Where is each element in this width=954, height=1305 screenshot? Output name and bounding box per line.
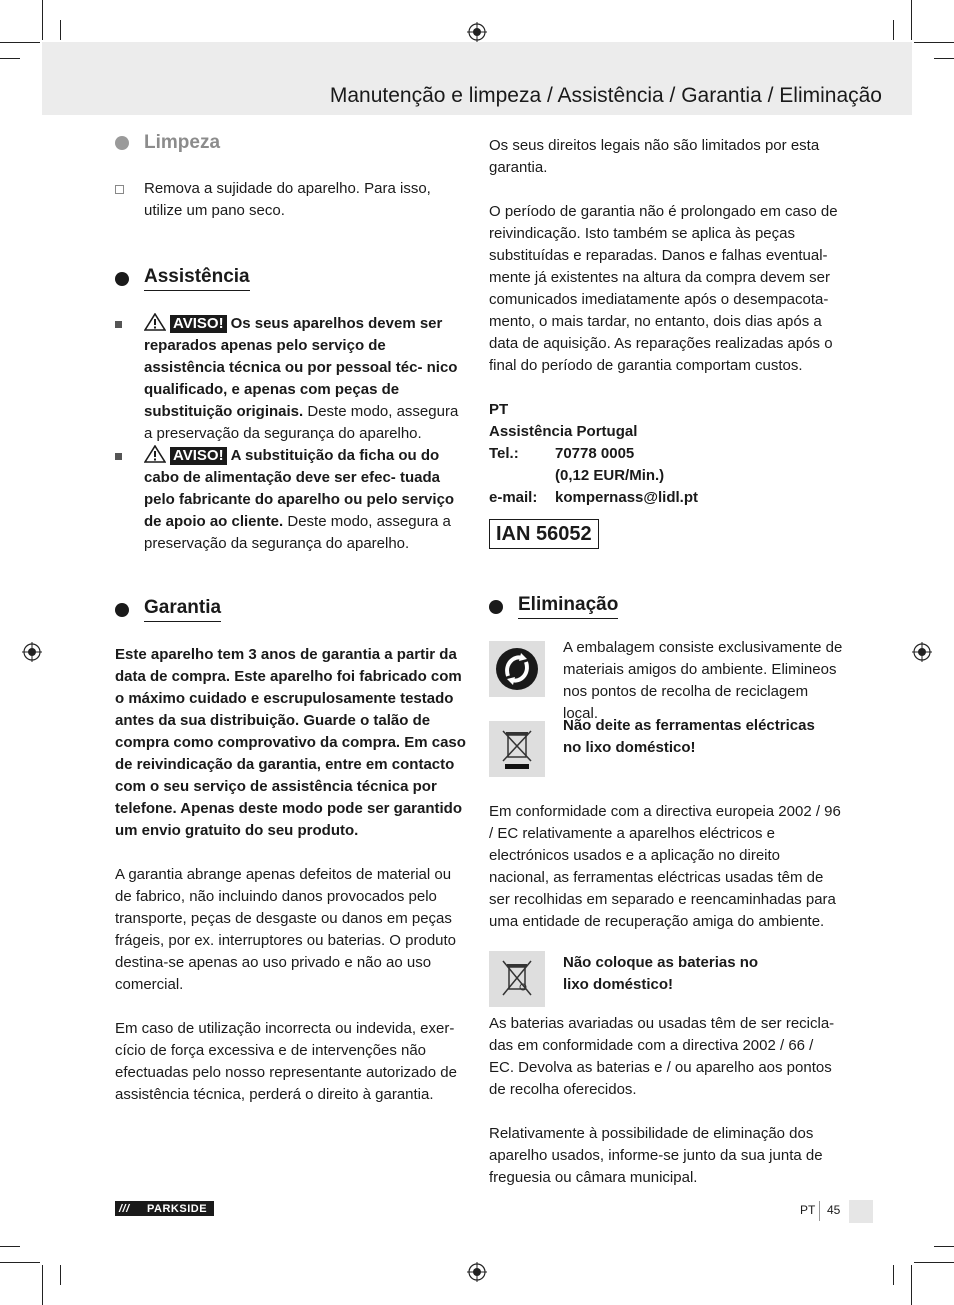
registration-mark-icon <box>467 22 487 42</box>
assistencia-heading: Assistência <box>115 266 467 291</box>
garantia-para-1: Este aparelho tem 3 anos de garantia a partir da data de compra. Este aparelho foi fabricado com o máximo cuidado e escrupulosamente testado antes da sua distribuição. Guarde o talão de compra como comprovativo da compra. Em caso de reivindicação da garantia, entre em contacto com o seu serviço de assistência técnica por telefone. Apenas deste modo pode ser garantido um envio gratuito do seu produto. <box>115 646 466 839</box>
crop-mark <box>914 42 954 43</box>
crop-mark <box>42 0 43 40</box>
contact-name: Assistência Portugal <box>489 423 638 440</box>
garantia-para-2: A garantia abrange apenas defeitos de material ou de fabrico, não incluindo danos provocados pelo transporte, peças de desgaste ou danos em peças frágeis, por ex. interruptores ou baterias. O produto destina-se apenas ao uso privado e não ao uso comercial. <box>115 866 457 993</box>
eliminacao-heading: Eliminação <box>489 594 841 619</box>
final-para: Relativamente à possibilidade de eliminação dos aparelho usados, informe-se junto da sua junta de freguesia ou câmara municipal. <box>489 1125 823 1186</box>
page-number: 45 <box>827 1203 841 1217</box>
rights-para: Os seus direitos legais não são limitados por esta garantia. <box>489 137 820 176</box>
footer-divider <box>819 1201 820 1221</box>
ian-number: IAN 56052 <box>489 519 599 549</box>
tools-warning: Não deite as ferramentas eléctricas no lixo doméstico! <box>563 717 815 756</box>
crossed-battery-bin-icon <box>489 951 545 1007</box>
garantia-para-3: Em caso de utilização incorrecta ou indevida, exer- cício de força excessiva e de intervenções não efectuadas pelo nosso representante autorizado de assistência técnica, perderá o direito à garantia. <box>115 1020 457 1103</box>
registration-mark-icon <box>912 642 932 662</box>
page-title: Manutenção e limpeza / Assistência / Garantia / Eliminação <box>329 84 882 107</box>
green-dot-icon <box>489 641 545 697</box>
tools-block <box>489 717 841 787</box>
right-column <box>489 135 841 1189</box>
footer-lang: PT <box>800 1203 816 1217</box>
directive-para: Em conformidade com a directiva europeia 2002 / 96 / EC relativamente a aparelhos eléctricos e electrónicos usados e a aplicação no direito nacional, as ferramentas eléctricas usadas têm de ser recolhidas em separado e reencaminhadas para uma entidade de recuperação amiga do ambiente. <box>489 803 841 930</box>
packaging-block <box>489 633 841 721</box>
aviso-label: AVISO! <box>170 447 227 465</box>
crop-mark <box>0 42 40 43</box>
crop-mark <box>911 0 912 40</box>
bullet-dot-icon <box>115 603 129 617</box>
limpeza-heading: Limpeza <box>115 132 467 154</box>
crop-mark <box>0 1246 20 1247</box>
registration-mark-icon <box>467 1262 487 1282</box>
garantia-heading: Garantia <box>115 597 467 622</box>
left-column <box>115 132 467 1106</box>
crop-mark <box>914 1262 954 1263</box>
bullet-dot-icon <box>115 272 129 286</box>
contact-email: e-mail: kompernass@lidl.pt <box>489 489 698 506</box>
logo-slashes-icon: /// <box>119 1202 130 1215</box>
crop-mark <box>0 58 20 59</box>
bullet-dot-icon <box>115 136 129 150</box>
crop-mark <box>911 1265 912 1305</box>
assistencia-item-1: AVISO! Os seus aparelhos devem ser reparados apenas pelo serviço de assistência técnica ou por pessoal téc- nico qualificado, e apenas com peças de substituição originais. Deste modo, assegura a preservação da segurança do aparelho. <box>115 313 467 445</box>
crop-mark <box>893 20 894 40</box>
contact-rate: (0,12 EUR/Min.) <box>555 467 665 484</box>
battery-block <box>489 951 841 1019</box>
registration-mark-icon <box>22 642 42 662</box>
crossed-bin-icon <box>489 721 545 777</box>
battery-warning: Não coloque as baterias no lixo doméstico! <box>563 954 759 993</box>
warning-triangle-icon <box>144 445 166 463</box>
crop-mark <box>893 1265 894 1285</box>
packaging-text: A embalagem consiste exclusivamente de materiais amigos do ambiente. Elimineos nos pontos de recolha de reciclagem local. <box>563 639 843 722</box>
crop-mark <box>934 1246 954 1247</box>
battery-para: As baterias avariadas ou usadas têm de ser recicla- das em conformidade com a directiva 2002 / 66 / EC. Devolva as baterias e / ou aparelho aos pontos de recolha oferecidos. <box>489 1015 835 1098</box>
parkside-logo: /// PARKSIDE <box>115 1201 214 1216</box>
crop-mark <box>934 58 954 59</box>
crop-mark <box>0 1262 40 1263</box>
limpeza-item: Remova a sujidade do aparelho. Para isso, utilize um pano seco. <box>115 178 467 222</box>
warning-triangle-icon <box>144 313 166 331</box>
warranty-period-para: O período de garantia não é prolongado em caso de reivindicação. Isto também se aplica às peças substituídas e reparadas. Danos e falhas eventual- mente já existentes na altura da compra devem ser comunicados imediatamente após o desempacota- mento, o mais tardar, no entanto, dois dias após a data de aquisição. As reparações realizadas após o final do período de garantia comportam custos. <box>489 203 838 374</box>
contact-block <box>489 399 841 509</box>
aviso-label: AVISO! <box>170 315 227 333</box>
crop-mark <box>60 20 61 40</box>
assistencia-item-2: AVISO! A substituição da ficha ou do cabo de alimentação deve ser efec- tuada pelo fabricante do aparelho ou pelo serviço de apoio ao cliente. Deste modo, assegura a preservação da segurança do aparelho. <box>115 445 467 555</box>
bullet-dot-icon <box>489 600 503 614</box>
square-bullet-icon <box>115 453 122 460</box>
contact-country: PT <box>489 401 509 418</box>
crop-mark <box>42 1265 43 1305</box>
contact-tel: Tel.: 70778 0005 <box>489 445 635 462</box>
square-bullet-icon <box>115 321 122 328</box>
crop-mark <box>60 1265 61 1285</box>
checkbox-bullet-icon <box>115 185 124 194</box>
footer-tab <box>849 1200 873 1223</box>
